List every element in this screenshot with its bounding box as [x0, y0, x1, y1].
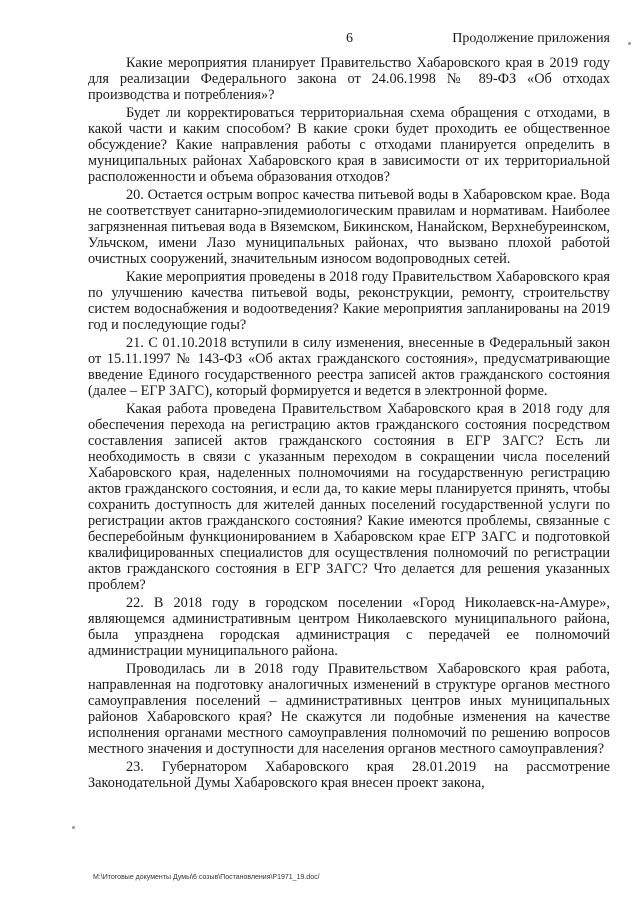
scan-speck	[72, 826, 75, 829]
page-number: 6	[346, 31, 353, 46]
footer-file-path: M:\Итоговые документы Думы\6 созыв\Постановления\Р1971_19.doc/	[93, 874, 320, 881]
appendix-continuation-label: Продолжение приложения	[452, 31, 610, 46]
paragraph-22-nikolaevsk: 22. В 2018 году в городском поселении «Город Николаевск-на-Амуре», являющемся административным центром Николаевского муниципального района, была упразднена городская администрация с передачей ее полномочий администрации муниципального района.	[88, 595, 610, 659]
paragraph-waste-question: Какие мероприятия планирует Правительство Хабаровского края в 2019 году для реализации Федерального закона от 24.06.1998 № 89-ФЗ «Об отходах производства и потребления»?	[88, 55, 610, 103]
paragraph-21-civil-registry: 21. С 01.10.2018 вступили в силу изменения, внесенные в Федеральный закон от 15.11.1997 № 143-ФЗ «Об актах гражданского состояния», предусматривающие введение Единого государственного реестра записей актов гражданского состояния (далее – ЕГР ЗАГС), который формируется и ведется в электронной форме.	[88, 335, 610, 399]
paragraph-20-drinking-water: 20. Остается острым вопрос качества питьевой воды в Хабаровском крае. Вода не соответствует санитарно-эпидемиологическим правилам и нормативам. Наиболее загрязненная питьевая вода в Вяземском, Бикинском, Нанайском, Верхнебуреинском, Ульчском, имени Лазо муниципальных районах, что вызвано плохой работой очистных сооружений, значительным износом водопроводных сетей.	[88, 187, 610, 267]
document-body	[88, 55, 610, 793]
paragraph-water-measures: Какие мероприятия проведены в 2018 году Правительством Хабаровского края по улучшению качества питьевой воды, реконструкции, ремонту, строительству систем водоснабжения и водоотведения? Какие мероприятия запланированы на 2019 год и последующие годы?	[88, 269, 610, 333]
paragraph-23-governor-bill: 23. Губернатором Хабаровского края 28.01.2019 на рассмотрение Законодательной Думы Хабаровского края внесен проект закона,	[88, 759, 610, 791]
paragraph-civil-registry-questions: Какая работа проведена Правительством Хабаровского края в 2018 году для обеспечения перехода на регистрацию актов гражданского состояния посредством составления записей актов гражданского состояния в ЕГР ЗАГС? Есть ли необходимость в связи с указанным переходом в сокращении числа поселений Хабаровского края, наделенных полномочиями на государственную регистрацию актов гражданского состояния, и если да, то какие меры планируется принять, чтобы сохранить доступность для жителей данных поселений государственной услуги по регистрации актов гражданского состояния? Какие имеются проблемы, связанные с бесперебойным функционированием в Хабаровском крае ЕГР ЗАГС и подготовкой квалифицированных специалистов для осуществления полномочий по регистрации актов гражданского состояния в ЕГР ЗАГС? Что делается для решения указанных проблем?	[88, 401, 610, 593]
scan-speck	[628, 42, 631, 45]
paragraph-waste-scheme: Будет ли корректироваться территориальная схема обращения с отходами, в какой части и каким способом? В какие сроки будет проходить ее общественное обсуждение? Какие направления работы с отходами планируется определить в муниципальных районах Хабаровского края в зависимости от их территориальной расположенности и объема образования отходов?	[88, 105, 610, 185]
paragraph-local-government: Проводилась ли в 2018 году Правительством Хабаровского края работа, направленная на подготовку аналогичных изменений в структуре органов местного самоуправления поселений – административных центров иных муниципальных районов Хабаровского края? Не скажутся ли подобные изменения на качестве исполнения органами местного самоуправления полномочий по решению вопросов местного значения и доступности для населения органов местного самоуправления?	[88, 661, 610, 757]
